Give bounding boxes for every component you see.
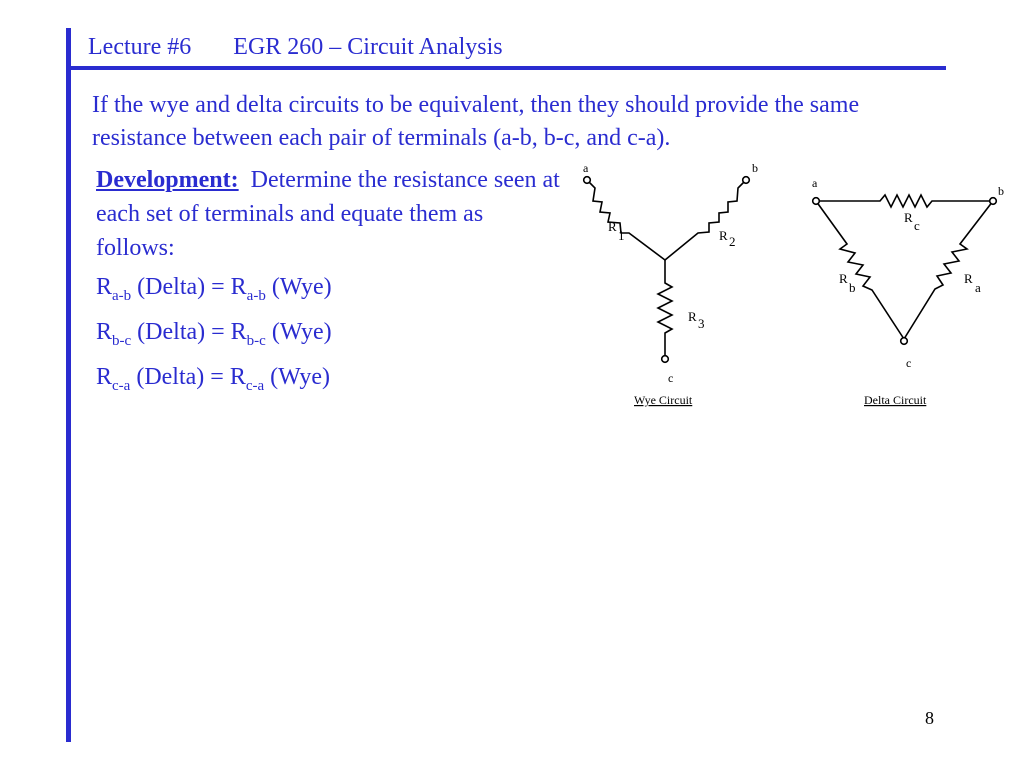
wye-terminal-b: [743, 177, 750, 184]
wye-terminal-a: [584, 177, 591, 184]
wye-r3-label: R: [688, 309, 697, 324]
eq-subscript: a-b: [246, 287, 266, 304]
delta-rc-subscript: c: [914, 218, 920, 233]
eq-symbol: R: [96, 319, 113, 345]
page-number: 8: [925, 708, 934, 728]
delta-terminal-b: [990, 198, 997, 205]
wye-r3-subscript: 3: [698, 316, 705, 331]
wye-r1-subscript: 1: [618, 228, 625, 243]
delta-terminal-c: [901, 338, 908, 345]
delta-ra-label: R: [964, 271, 973, 286]
wye-r1-branch: [587, 180, 665, 260]
eq-end: (Wye): [264, 364, 330, 390]
development-label: Development:: [96, 167, 239, 193]
eq-middle: (Delta) = R: [131, 274, 247, 300]
eq-middle: (Delta) = R: [130, 364, 246, 390]
delta-label-b: b: [998, 184, 1004, 198]
delta-terminal-a: [813, 198, 820, 205]
wye-r2-subscript: 2: [729, 234, 736, 249]
delta-label-a: a: [812, 176, 818, 190]
eq-end: (Wye): [265, 274, 332, 300]
wye-label-c: c: [668, 371, 674, 385]
delta-label-c: c: [906, 356, 912, 370]
delta-rc-label: R: [904, 210, 913, 225]
eq-end: (Wye): [265, 319, 332, 345]
delta-rc-branch: [816, 195, 993, 207]
development-text: Determine the resistance seen at each set of terminals and equate them as follows:: [96, 167, 560, 261]
wye-label-a: a: [583, 161, 589, 175]
delta-rb-label: R: [839, 271, 848, 286]
lecture-label: Lecture #6: [88, 34, 192, 60]
delta-caption: Delta Circuit: [864, 393, 927, 407]
eq-subscript: c-a: [245, 377, 265, 394]
wye-r1-label: R: [608, 219, 617, 234]
intro-paragraph: If the wye and delta circuits to be equivalent, then they should provide the same resistance between each pair of terminals (a-b, b-c, and c-a).: [92, 92, 860, 151]
delta-rb-subscript: b: [849, 280, 856, 295]
delta-rb-branch: [816, 201, 904, 339]
eq-subscript: b-c: [246, 332, 266, 349]
wye-label-b: b: [752, 161, 758, 175]
eq-symbol: R: [96, 274, 113, 300]
eq-subscript: c-a: [112, 377, 131, 394]
wye-r3-branch: [658, 260, 672, 356]
course-title: EGR 260 – Circuit Analysis: [233, 34, 503, 60]
wye-caption: Wye Circuit: [634, 393, 693, 407]
delta-ra-subscript: a: [975, 280, 981, 295]
wye-terminal-c: [662, 356, 669, 363]
eq-symbol: R: [96, 364, 113, 390]
eq-middle: (Delta) = R: [131, 319, 247, 345]
eq-subscript: b-c: [112, 332, 132, 349]
wye-circuit: [584, 177, 750, 363]
wye-r2-label: R: [719, 228, 728, 243]
eq-subscript: a-b: [112, 287, 132, 304]
